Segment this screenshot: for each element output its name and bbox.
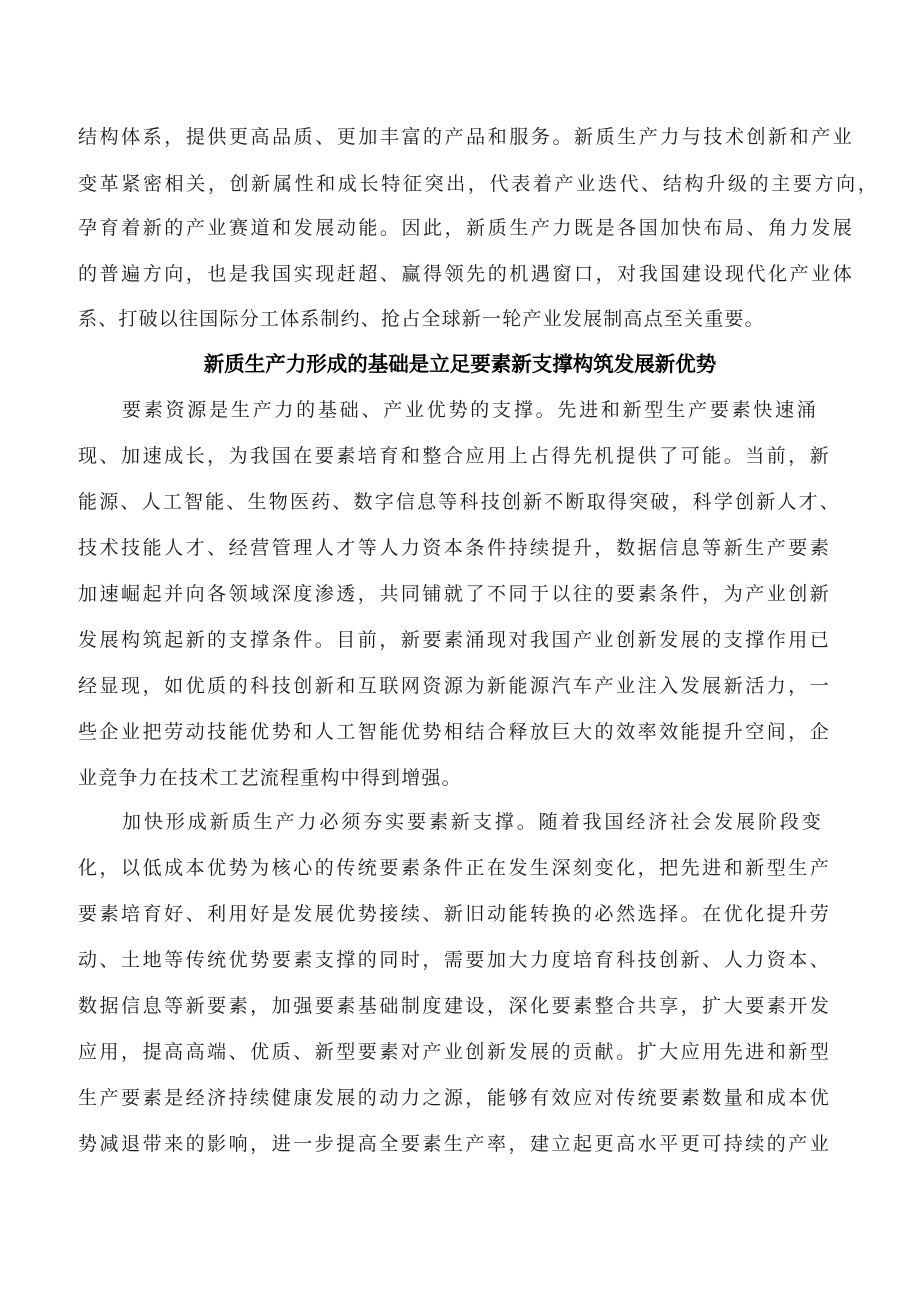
paragraph2-line-1: 加快形成新质生产力必须夯实要素新支撑。随着我国经济社会发展阶段变: [122, 811, 822, 833]
paragraph1-line-5: 加速崛起并向各领域深度渗透，共同铺就了不同于以往的要素条件，为产业创新: [78, 583, 830, 605]
paragraph2-line-6: 应用，提高高端、优质、新型要素对产业创新发展的贡献。扩大应用先进和新型: [78, 1041, 830, 1063]
paragraph1-line-1: 要素资源是生产力的基础、产业优势的支撑。先进和新型生产要素快速涌: [122, 399, 817, 421]
paragraph1-line-2: 现、加速成长，为我国在要素培育和整合应用上占得先机提供了可能。当前，新: [78, 445, 830, 467]
paragraph2-line-4: 动、土地等传统优势要素支撑的同时，需要加大力度培育科技创新、人力资本、: [78, 949, 830, 971]
intro-line-2: 变革紧密相关，创新属性和成长特征突出，代表着产业迭代、结构升级的主要方向，: [78, 173, 878, 195]
paragraph2-line-5: 数据信息等新要素，加强要素基础制度建设，深化要素整合共享，扩大要素开发: [78, 995, 830, 1017]
paragraph2-line-7: 生产要素是经济持续健康发展的动力之源，能够有效应对传统要素数量和成本优: [78, 1087, 830, 1109]
paragraph1-line-8: 些企业把劳动技能优势和人工智能优势相结合释放巨大的效率效能提升空间，企: [78, 721, 830, 743]
intro-line-1: 结构体系，提供更高品质、更加丰富的产品和服务。新质生产力与技术创新和产业: [78, 126, 853, 148]
intro-line-5: 系、打破以往国际分工体系制约、抢占全球新一轮产业发展制高点至关重要。: [78, 308, 765, 330]
paragraph1-line-9: 业竞争力在技术工艺流程重构中得到增强。: [78, 767, 462, 789]
intro-line-4: 的普遍方向，也是我国实现赶超、赢得领先的机遇窗口，对我国建设现代化产业体: [78, 263, 853, 285]
intro-line-3: 孕育着新的产业赛道和发展动能。因此，新质生产力既是各国加快布局、角力发展: [78, 217, 853, 239]
paragraph1-line-3: 能源、人工智能、生物医药、数字信息等科技创新不断取得突破，科学创新人才、: [78, 491, 840, 513]
paragraph1-line-6: 发展构筑起新的支撑条件。目前，新要素涌现对我国产业创新发展的支撑作用已: [78, 629, 830, 651]
paragraph2-line-3: 要素培育好、利用好是发展优势接续、新旧动能转换的必然选择。在优化提升劳: [78, 903, 830, 925]
paragraph2-line-8: 势减退带来的影响，进一步提高全要素生产率，建立起更高水平更可持续的产业: [78, 1133, 830, 1155]
paragraph1-line-4: 技术技能人才、经营管理人才等人力资本条件持续提升，数据信息等新生产要素: [78, 537, 830, 559]
paragraph1-line-7: 经显现，如优质的科技创新和互联网资源为新能源汽车产业注入发展新活力，一: [78, 675, 830, 697]
section-heading: 新质生产力形成的基础是立足要素新支撑构筑发展新优势: [203, 352, 717, 376]
paragraph2-line-2: 化，以低成本优势为核心的传统要素条件正在发生深刻变化，把先进和新型生产: [78, 857, 830, 879]
